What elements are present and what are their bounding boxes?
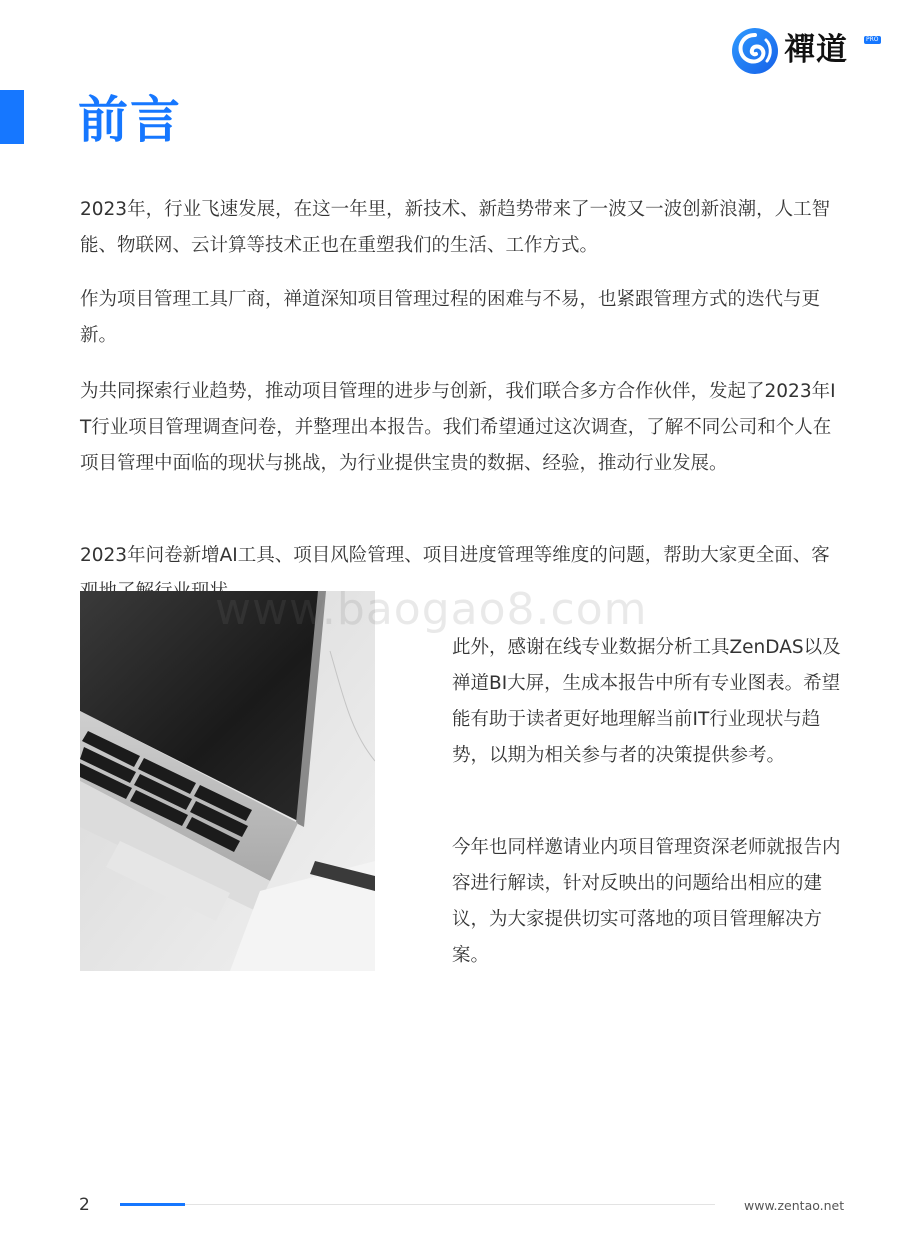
title-accent-bar — [0, 90, 24, 144]
page-number: 2 — [79, 1195, 90, 1215]
footer-divider — [120, 1204, 715, 1205]
intro-paragraph-1: 2023年，行业飞速发展，在这一年里，新技术、新趋势带来了一波又一波创新浪潮，人工智能、物联网、云计算等技术正也在重塑我们的生活、工作方式。 — [80, 199, 831, 256]
footer-divider-accent — [120, 1203, 185, 1206]
footer-website: www.zentao.net — [744, 1198, 845, 1213]
page-title: 前言 — [78, 91, 182, 149]
intro-paragraph-2: 作为项目管理工具厂商，禅道深知项目管理过程的困难与不易，也紧跟管理方式的迭代与更新。 — [80, 289, 821, 346]
zentao-swirl-logo-icon — [730, 26, 780, 76]
logo-badge: PRO — [866, 36, 879, 43]
logo-text: 禪道 — [784, 32, 848, 68]
intro-paragraph-6: 今年也同样邀请业内项目管理资深老师就报告内容进行解读，针对反映出的问题给出相应的建议，为大家提供切实可落地的项目管理解决方案。 — [452, 837, 841, 966]
intro-paragraph-3: 为共同探索行业趋势，推动项目管理的进步与创新，我们联合多方合作伙伴，发起了2023年IT行业项目管理调查问卷，并整理出本报告。我们希望通过这次调查，了解不同公司和个人在项目管理中面临的现状与挑战，为行业提供宝贵的数据、经验，推动行业发展。 — [80, 381, 836, 474]
watermark-text: www.baogao8.com — [215, 584, 648, 635]
intro-paragraph-4: 2023年问卷新增AI工具、项目风险管理、项目进度管理等维度的问题，帮助大家更全面、客 — [80, 545, 830, 566]
laptop-photo — [80, 591, 375, 971]
intro-paragraph-5: 此外，感谢在线专业数据分析工具ZenDAS以及禅道BI大屏，生成本报告中所有专业图表。希望能有助于读者更好地理解当前IT行业现状与趋势，以期为相关参与者的决策提供参考。 — [452, 637, 841, 766]
zentao-logo — [730, 26, 880, 78]
